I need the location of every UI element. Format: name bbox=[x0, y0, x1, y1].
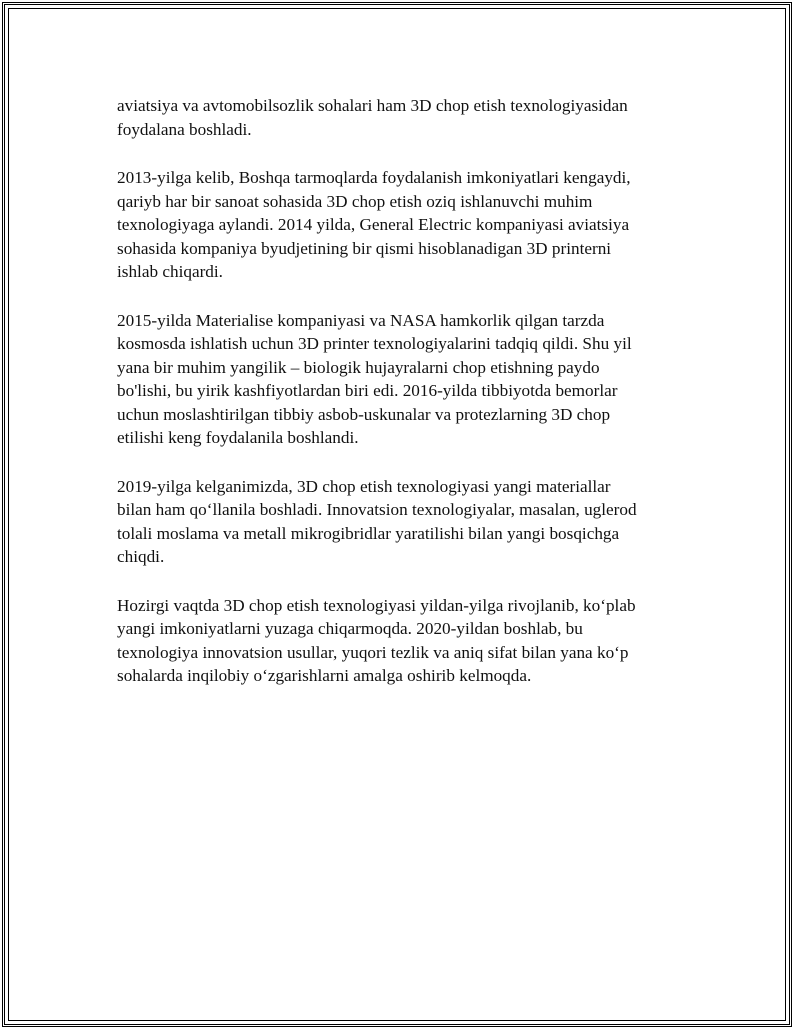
paragraph-line: ishlab chiqardi. bbox=[117, 262, 223, 281]
paragraph-line: 2013-yilga kelib, Boshqa tarmoqlarda foydalanish imkoniyatlari kengaydi, bbox=[117, 168, 631, 187]
paragraph-line: sohasida kompaniya byudjetining bir qismi hisoblanadigan 3D printerni bbox=[117, 238, 612, 258]
paragraph-line: 2015-yilda Materialise kompaniyasi va NASA hamkorlik qilgan tarzda bbox=[117, 310, 605, 330]
paragraph-line: kosmosda ishlatish uchun 3D printer texnologiyalarini tadqiq qildi. Shu yil bbox=[117, 334, 632, 353]
paragraph-line: sohalarda inqilobiy o‘zgarishlarni amalga oshirib kelmoqda. bbox=[117, 666, 532, 685]
paragraph-line: uchun moslashtirilgan tibbiy asbob-uskunalar va protezlarning 3D chop bbox=[117, 404, 611, 424]
paragraph-line: Hozirgi vaqtda 3D chop etish texnologiyasi yildan-yilga rivojlanib, ko‘plab bbox=[117, 595, 636, 615]
paragraph-line: chiqdi. bbox=[117, 547, 165, 566]
paragraph-line: bo'lishi, bu yirik kashfiyotlardan biri edi. 2016-yilda tibbiyotda bemorlar bbox=[117, 381, 618, 400]
paragraph-line: aviatsiya va avtomobilsozlik sohalari ham 3D chop etish texnologiyasidan bbox=[117, 96, 628, 115]
paragraph-2 bbox=[117, 166, 687, 284]
paragraph-line: 2019-yilga kelganimizda, 3D chop etish texnologiyasi yangi materiallar bbox=[117, 476, 611, 496]
paragraph-line: texnologiyaga aylandi. 2014 yilda, General Electric kompaniyasi aviatsiya bbox=[117, 215, 630, 234]
paragraph-line: foydalana boshladi. bbox=[117, 119, 252, 139]
paragraph-line: texnologiya innovatsion usullar, yuqori tezlik va aniq sifat bilan yana ko‘p bbox=[117, 642, 629, 662]
paragraph-line: qariyb har bir sanoat sohasida 3D chop etish oziq ishlanuvchi muhim bbox=[117, 191, 593, 211]
paragraph-line: yana bir muhim yangilik – biologik hujayralarni chop etishning paydo bbox=[117, 357, 600, 377]
paragraph-line: etilishi keng foydalanila boshlandi. bbox=[117, 428, 359, 447]
document-body bbox=[117, 94, 687, 713]
paragraph-3 bbox=[117, 309, 687, 450]
paragraph-line: bilan ham qo‘llanila boshladi. Innovatsion texnologiyalar, masalan, uglerod bbox=[117, 500, 637, 519]
paragraph-5 bbox=[117, 594, 687, 688]
paragraph-1 bbox=[117, 94, 687, 141]
paragraph-4 bbox=[117, 475, 687, 569]
paragraph-line: tolali moslama va metall mikrogibridlar yaratilishi bilan yangi bosqichga bbox=[117, 523, 620, 543]
paragraph-line: yangi imkoniyatlarni yuzaga chiqarmoqda. 2020-yildan boshlab, bu bbox=[117, 619, 583, 638]
